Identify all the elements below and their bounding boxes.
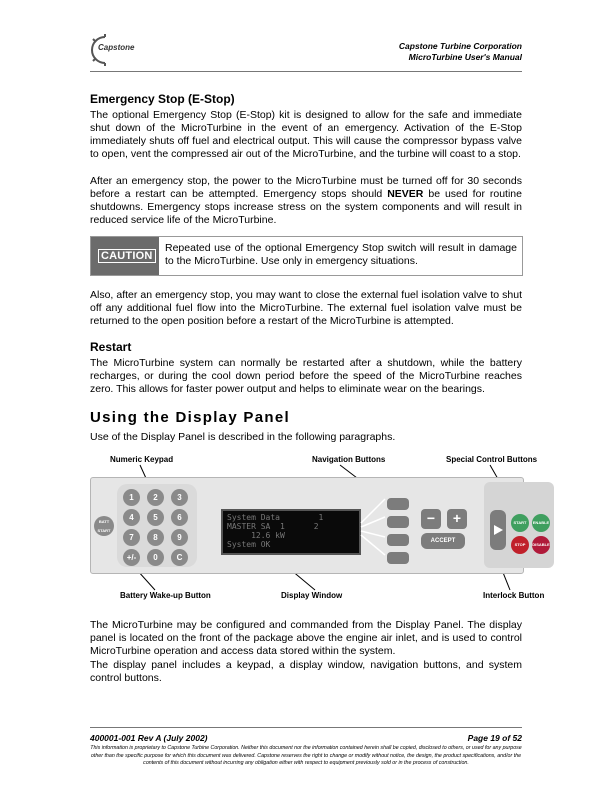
estop-paragraph-1: The optional Emergency Stop (E-Stop) kit is designed to allow for the safe and immediate shut down of the MicroTurbine in the event of an emergency. Activation of the E-Stop immediately shuts off fuel and electrical output. This will cause the compressor bypass valve to open, vent the compressed air out of the MicroTurbine, and the turbine will coast to a stop. bbox=[90, 109, 522, 160]
key-4[interactable]: 4 bbox=[123, 509, 140, 526]
battery-wakeup-button[interactable]: BATT START bbox=[94, 516, 114, 536]
footer-notice: This information is proprietary to Capstone Turbine Corporation. Neither this document nor the information contained herein shall be copied, disclosed to others, or used for any purpose other than the specific purpose for which this document was delivered. Capstone reserves the right to change or modify without notice, the design, the product specifications, and/or the contents of this document without incurring any obligation either with respect to equipment previously sold or in the process of construction. bbox=[90, 745, 522, 766]
minus-button[interactable]: − bbox=[421, 509, 441, 529]
display-paragraph-2: The display panel includes a keypad, a display window, navigation buttons, and system control buttons. bbox=[90, 659, 522, 684]
display-line-3: 12.6 kW bbox=[227, 531, 285, 540]
display-line-4: System OK bbox=[227, 540, 271, 549]
company-name: Capstone Turbine Corporation bbox=[398, 41, 522, 51]
logo-text: Capstone bbox=[98, 43, 135, 52]
nav-button-3[interactable] bbox=[387, 534, 409, 546]
label-navigation-buttons: Navigation Buttons bbox=[312, 455, 386, 464]
label-display-window: Display Window bbox=[281, 591, 343, 600]
display-line-1: System Data 1 bbox=[227, 513, 324, 522]
key-1[interactable]: 1 bbox=[123, 489, 140, 506]
label-special-control-buttons: Special Control Buttons bbox=[446, 455, 538, 464]
display-panel-photo bbox=[90, 477, 550, 574]
disable-button[interactable]: DISABLE bbox=[532, 536, 550, 554]
key-7[interactable]: 7 bbox=[123, 529, 140, 546]
key-3[interactable]: 3 bbox=[171, 489, 188, 506]
label-battery-wakeup: Battery Wake-up Button bbox=[120, 591, 211, 600]
play-icon bbox=[490, 510, 506, 550]
footer-doc-id: 400001-001 Rev A (July 2002) bbox=[90, 733, 208, 743]
caution-label: CAUTION bbox=[98, 249, 156, 263]
estop-p2-end: be used for routine shutdowns. Emergency stops increase stress on the system components and will result in reduced service life of the MicroTurbine. bbox=[90, 188, 522, 226]
footer-page-number: Page 19 of 52 bbox=[467, 733, 522, 743]
key-2[interactable]: 2 bbox=[147, 489, 164, 506]
numeric-keypad bbox=[117, 484, 197, 567]
estop-paragraph-3: Also, after an emergency stop, you may want to close the external fuel isolation valve to shut off any additional fuel flow into the MicroTurbine. The external fuel isolation valve must be returned to the open position before a restart of the MicroTurbine is attempted. bbox=[90, 289, 522, 327]
footer-rule bbox=[90, 727, 522, 728]
nav-button-4[interactable] bbox=[387, 552, 409, 564]
key-6[interactable]: 6 bbox=[171, 509, 188, 526]
display-intro: Use of the Display Panel is described in the following paragraphs. bbox=[90, 431, 396, 443]
nav-guide-lines bbox=[359, 493, 389, 563]
stop-button[interactable]: STOP bbox=[511, 536, 529, 554]
accept-button[interactable]: ACCEPT bbox=[421, 533, 465, 549]
restart-paragraph: The MicroTurbine system can normally be restarted after a shutdown, while the battery recharges, or during the cool down period before the speed of the MicroTurbine reaches zero. This allows for faster power output and helps to eliminate wear on the bearings. bbox=[90, 357, 522, 395]
restart-heading: Restart bbox=[90, 340, 132, 354]
key-9[interactable]: 9 bbox=[171, 529, 188, 546]
caution-text: Repeated use of the optional Emergency Stop switch will result in damage to the MicroTurbine. Use only in emergency situations. bbox=[165, 242, 517, 267]
key-plus-minus[interactable]: +/- bbox=[123, 549, 140, 566]
special-control-panel bbox=[484, 482, 554, 568]
key-5[interactable]: 5 bbox=[147, 509, 164, 526]
display-panel-heading: Using the Display Panel bbox=[90, 409, 290, 426]
nav-button-2[interactable] bbox=[387, 516, 409, 528]
nav-button-1[interactable] bbox=[387, 498, 409, 510]
estop-heading: Emergency Stop (E-Stop) bbox=[90, 92, 235, 106]
key-0[interactable]: 0 bbox=[147, 549, 164, 566]
plus-button[interactable]: + bbox=[447, 509, 467, 529]
estop-p2-never: NEVER bbox=[387, 188, 424, 200]
enable-button[interactable]: ENABLE bbox=[532, 514, 550, 532]
key-clear[interactable]: C bbox=[171, 549, 188, 566]
interlock-button[interactable] bbox=[490, 510, 506, 550]
label-interlock-button: Interlock Button bbox=[483, 591, 545, 600]
manual-name: MicroTurbine User's Manual bbox=[408, 52, 522, 62]
key-8[interactable]: 8 bbox=[147, 529, 164, 546]
label-numeric-keypad: Numeric Keypad bbox=[110, 455, 174, 464]
display-paragraph-1: The MicroTurbine may be configured and commanded from the Display Panel. The display panel is located on the front of the package above the engine air inlet, and is used to control MicroTurbine operation and access data stored within the system. bbox=[90, 619, 522, 657]
display-line-2: MASTER SA 1 2 bbox=[227, 522, 319, 531]
display-window bbox=[221, 509, 361, 555]
estop-p2-start: After an emergency stop, the power to the MicroTurbine must be turned off for 30 seconds before a restart can be attempted. Emergency stops should bbox=[90, 175, 522, 200]
start-button[interactable]: START bbox=[511, 514, 529, 532]
